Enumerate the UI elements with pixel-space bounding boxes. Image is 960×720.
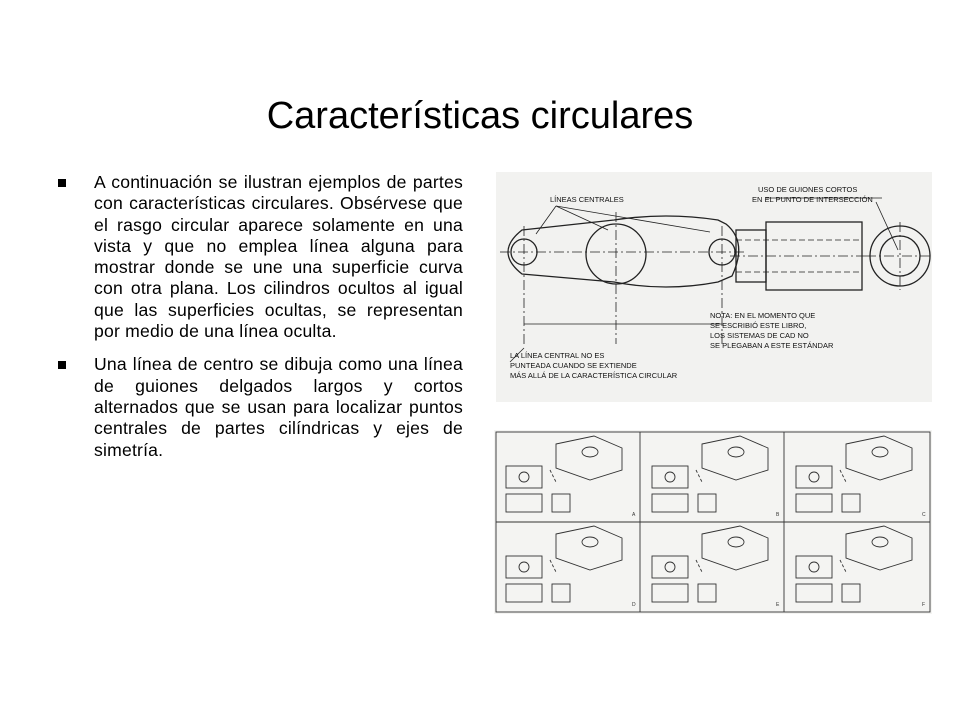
exercise-parts-figure	[494, 430, 932, 614]
label-note-line1: NOTA: EN EL MOMENTO QUE	[710, 311, 816, 320]
square-bullet-icon	[58, 179, 66, 187]
square-bullet-icon	[58, 361, 66, 369]
label-dotted-line3: MÁS ALLÁ DE LA CARACTERÍSTICA CIRCULAR	[510, 371, 678, 380]
panel-letter-a: A	[632, 512, 636, 518]
label-centerlines: LÍNEAS CENTRALES	[550, 195, 624, 204]
bullet-item	[58, 354, 463, 460]
panel-letter-e: E	[776, 602, 780, 608]
label-dotted-line2: PUNTEADA CUANDO SE EXTIENDE	[510, 361, 637, 370]
slide-title: Características circulares	[266, 95, 694, 138]
label-dotted-line1: LA LÍNEA CENTRAL NO ES	[510, 351, 605, 360]
bullet-text: Una línea de centro se dibuja como una línea de guiones delgados largos y cortos alternados que se usan para localizar puntos centrales de partes cilíndricas y ejes de simetría.	[94, 354, 463, 460]
panel-letter-f: F	[922, 602, 926, 608]
bullet-list	[58, 172, 463, 473]
label-note-line2: SE ESCRIBIÓ ESTE LIBRO,	[710, 321, 807, 330]
label-short-dashes-line1: USO DE GUIONES CORTOS	[758, 185, 858, 194]
label-short-dashes-line2: EN EL PUNTO DE INTERSECCIÓN	[752, 195, 873, 204]
bullet-text: A continuación se ilustran ejemplos de partes con características circulares. Obsérvese que el rasgo circular aparece solamente en una vista y que no emplea línea alguna para mostrar donde se une una superficie curva con otra plana. Los cilindros ocultos al igual que las superficies ocultas, se representan por medio de una línea oculta.	[94, 172, 463, 342]
centerline-drawing-figure	[496, 172, 932, 402]
label-note-line4: SE PLEGABAN A ESTE ESTÁNDAR	[710, 341, 834, 350]
label-note-line3: LOS SISTEMAS DE CAD NO	[710, 331, 809, 340]
bullet-item	[58, 172, 463, 342]
panel-letter-b: B	[776, 512, 780, 518]
panel-letter-d: D	[632, 602, 636, 608]
panel-letter-c: C	[922, 512, 926, 518]
